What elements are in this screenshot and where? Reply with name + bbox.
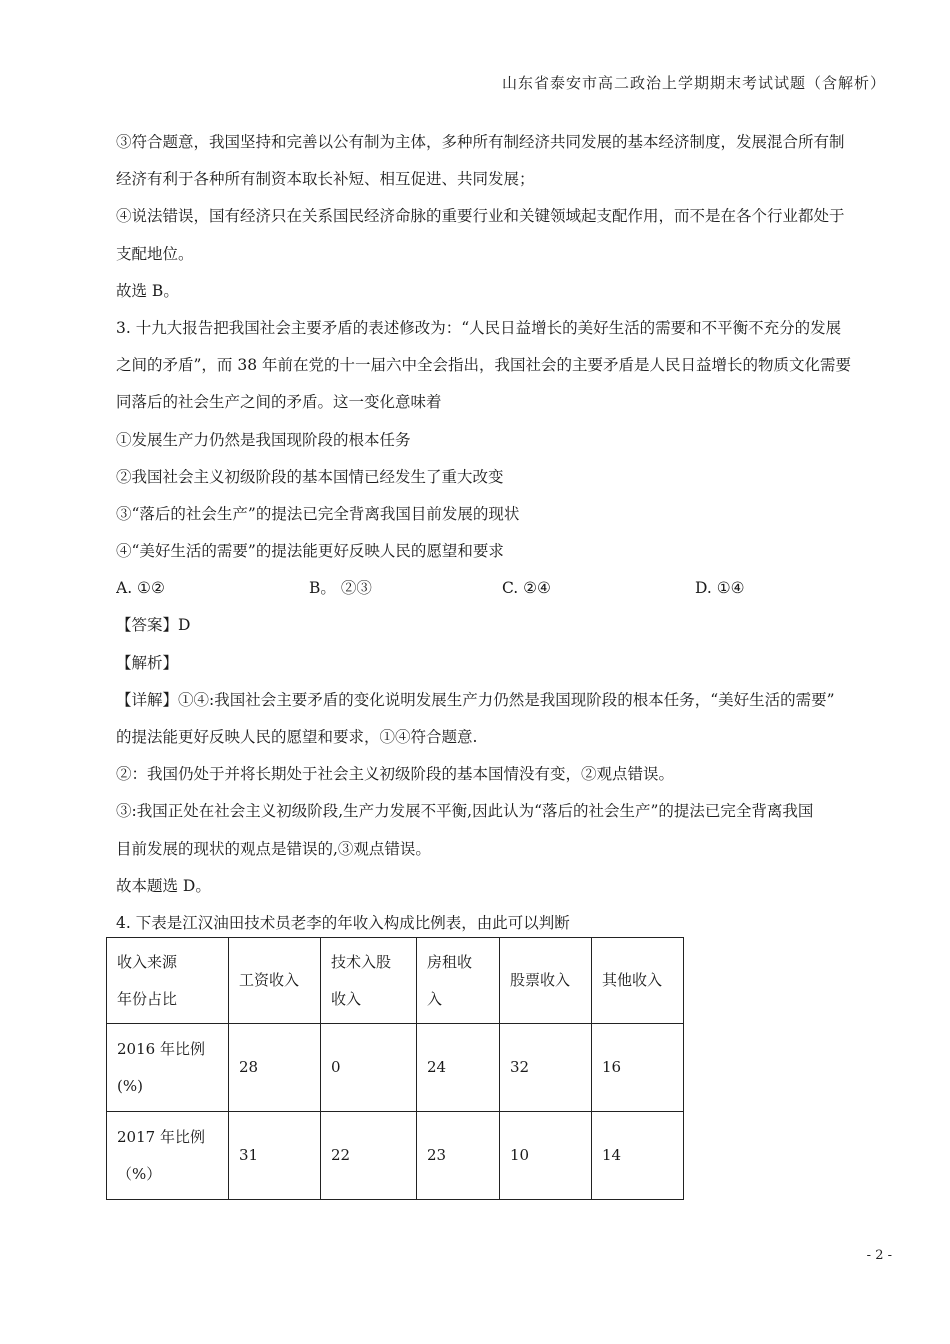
answer-options bbox=[116, 570, 896, 607]
header-cell: 房租收 入 bbox=[417, 938, 500, 1024]
page-number: - 2 - bbox=[866, 1248, 892, 1263]
explanation-line: 的提法能更好反映人民的愿望和要求，①④符合题意. bbox=[116, 728, 478, 746]
row-label-cell: 2017 年比例 （%） bbox=[107, 1112, 229, 1200]
value-cell: 10 bbox=[500, 1112, 592, 1200]
option-d: D. ①④ bbox=[695, 579, 745, 598]
running-header: 山东省泰安市高二政治上学期期末考试试题（含解析） bbox=[501, 74, 886, 92]
value-cell: 23 bbox=[417, 1112, 500, 1200]
text-line: 支配地位。 bbox=[116, 244, 194, 263]
text-line: 经济有利于各种所有制资本取长补短、相互促进、共同发展； bbox=[116, 170, 535, 189]
explanation-line: 【详解】①④:我国社会主要矛盾的变化说明发展生产力仍然是我国现阶段的根本任务，“美好生活的需要” bbox=[116, 690, 835, 709]
text-line: ③符合题意，我国坚持和完善以公有制为主体，多种所有制经济共同发展的基本经济制度，发展混合所有制 bbox=[116, 133, 845, 151]
value-cell: 16 bbox=[592, 1024, 684, 1112]
value-cell: 24 bbox=[417, 1024, 500, 1112]
explanation-line: ②：我国仍处于并将长期处于社会主义初级阶段的基本国情没有变，②观点错误。 bbox=[116, 765, 675, 784]
value-cell: 32 bbox=[500, 1024, 592, 1112]
statement-4: ④“美好生活的需要”的提法能更好反映人民的愿望和要求 bbox=[116, 542, 504, 561]
question-4-stem: 4. 下表是江汉油田技术员老李的年收入构成比例表，由此可以判断 bbox=[116, 913, 570, 932]
option-b: B。 ②③ bbox=[309, 579, 372, 598]
statement-1: ①发展生产力仍然是我国现阶段的根本任务 bbox=[116, 430, 411, 449]
text-line: ④说法错误，国有经济只在关系国民经济命脉的重要行业和关键领域起支配作用，而不是在各个行业都处于 bbox=[116, 207, 845, 226]
value-cell: 14 bbox=[592, 1112, 684, 1200]
answer-label: 【答案】D bbox=[116, 616, 191, 635]
explanation-line: 目前发展的现状的观点是错误的,③观点错误。 bbox=[116, 839, 431, 858]
text-line: 故选 B。 bbox=[116, 281, 179, 300]
conclusion-line: 故本题选 D。 bbox=[116, 876, 211, 895]
option-c: C. ②④ bbox=[502, 579, 551, 598]
analysis-label: 【解析】 bbox=[116, 653, 179, 672]
value-cell: 28 bbox=[229, 1024, 321, 1112]
option-a: A. ①② bbox=[116, 579, 165, 598]
value-cell: 22 bbox=[321, 1112, 417, 1200]
question-3-stem: 3. 十九大报告把我国社会主要矛盾的表述修改为：“人民日益增长的美好生活的需要和不平衡不充分的发展 bbox=[116, 318, 842, 337]
table-row bbox=[107, 1112, 684, 1200]
header-cell: 其他收入 bbox=[592, 938, 684, 1024]
statement-3: ③“落后的社会生产”的提法已完全背离我国目前发展的现状 bbox=[116, 504, 520, 523]
header-cell: 工资收入 bbox=[229, 938, 321, 1024]
value-cell: 31 bbox=[229, 1112, 321, 1200]
text-line: 同落后的社会生产之间的矛盾。这一变化意味着 bbox=[116, 393, 442, 412]
income-table bbox=[106, 937, 684, 1200]
document-body bbox=[116, 124, 896, 942]
text-line: 之间的矛盾”，而 38 年前在党的十一届六中全会指出，我国社会的主要矛盾是人民日益增长的物质文化需要 bbox=[116, 356, 852, 375]
table-header-row bbox=[107, 938, 684, 1024]
explanation-line: ③:我国正处在社会主义初级阶段,生产力发展不平衡,因此认为“落后的社会生产”的提法已完全背离我国 bbox=[116, 802, 814, 821]
row-label-cell: 2016 年比例 (%) bbox=[107, 1024, 229, 1112]
header-cell: 技术入股 收入 bbox=[321, 938, 417, 1024]
table-row bbox=[107, 1024, 684, 1112]
statement-2: ②我国社会主义初级阶段的基本国情已经发生了重大改变 bbox=[116, 467, 504, 486]
header-cell: 股票收入 bbox=[500, 938, 592, 1024]
value-cell: 0 bbox=[321, 1024, 417, 1112]
header-cell: 收入来源 年份占比 bbox=[107, 938, 229, 1024]
